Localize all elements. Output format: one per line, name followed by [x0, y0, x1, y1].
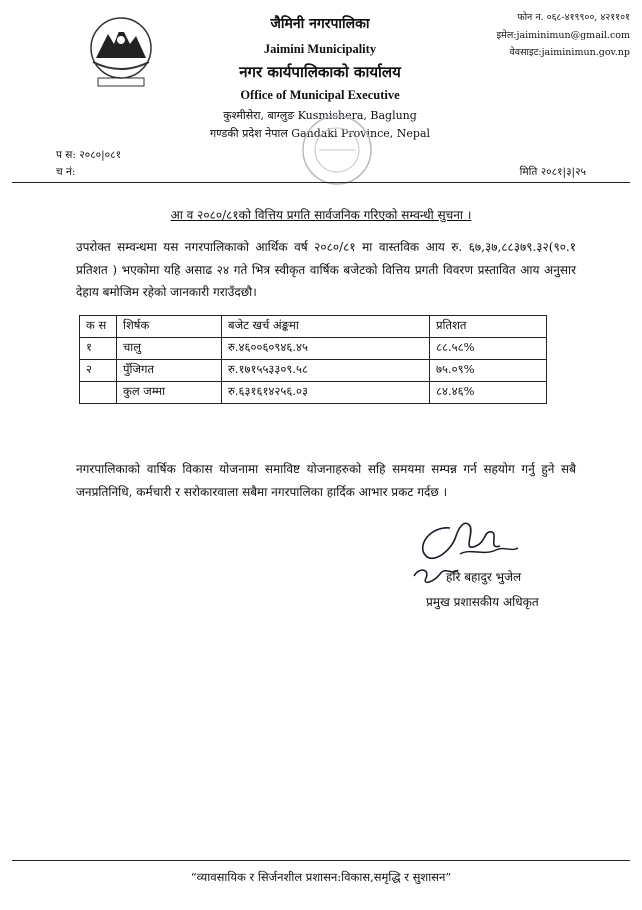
row-serial	[80, 382, 117, 404]
body-paragraph-1: उपरोक्त सम्वन्धमा यस नगरपालिकाको आर्थिक वर्ष २०८०/८१ मा वास्तविक आय रु. ६७,३७,८८३७९.३२(९०.१ प्रतिशत ) भएकोमा यहि असाढ २४ गते भित्र स्वीकृत वार्षिक बजेटको वित्तिय प्रगती विवरण प्रस्तावित आय अनुसार देहाय बमोजिम रहेको जानकारी गराउँदछौ।	[76, 240, 576, 299]
table-row	[80, 338, 547, 360]
office-name-nepali: नगर कार्यपालिकाको कार्यालय	[239, 63, 401, 81]
body-paragraph-2: नगरपालिकाको वार्षिक विकास योजनामा समाविष्ट योजनाहरुको सहि समयमा सम्पन्न गर्न सहयोग गर्नु हुने सबै जनप्रतिनिधि, कर्मचारी र सरोकारवाला सबैमा नगरपालिका हार्दिक आभार प्रकट गर्दछ ।	[76, 462, 576, 499]
office-stamp	[297, 110, 377, 190]
row-serial: २	[80, 360, 117, 382]
footer-divider	[12, 860, 630, 861]
signatory-designation: प्रमुख प्रशासकीय अधिकृत	[426, 595, 539, 609]
municipality-name-english: Jaimini Municipality	[263, 42, 377, 56]
budget-progress-table	[79, 315, 547, 404]
header-serial: क स	[80, 316, 117, 338]
signatory-name: हरि बहादुर भुजेल	[446, 570, 522, 584]
row-amount: रु.६३१६१४२५६.०३	[222, 382, 430, 404]
row-title: पुँजिगत	[117, 360, 222, 382]
row-amount: रु.४६००६०९४६.४५	[222, 338, 430, 360]
row-amount: रु.१७१५५३३०९.५८	[222, 360, 430, 382]
table-header-row	[80, 316, 547, 338]
dispatch-number: च नं:	[56, 166, 76, 178]
letter-date: मिति २०८१|३|२५	[519, 166, 586, 178]
footer-slogan: “व्यावसायिक र सिर्जनशील प्रशासन:विकास,समृद्धि र सुशासन”	[190, 870, 452, 884]
municipality-emblem	[84, 10, 158, 94]
website-address: वेवसाइट:jaiminimun.gov.np	[509, 47, 630, 58]
row-percent: ८८.५८%	[430, 338, 547, 360]
header-divider	[12, 182, 630, 183]
letter-reference-number: प स: २०८०|०८१	[56, 149, 122, 161]
address-line-2: गण्डकी प्रदेश नेपाल Gandaki Province, Nepal	[209, 127, 431, 140]
row-percent: ८४.४६%	[430, 382, 547, 404]
phone-number: फोन न. ०६८-४१९९००, ४२११०१	[517, 12, 630, 23]
row-percent: ७५.०९%	[430, 360, 547, 382]
municipality-name-nepali: जैमिनी नगरपालिका	[270, 16, 370, 32]
row-title: कुल जम्मा	[117, 382, 222, 404]
address-line-1: कुश्मीसेरा, बाग्लुङ Kusmishera, Baglung	[223, 109, 417, 122]
row-title: चालु	[117, 338, 222, 360]
header-amount: बजेट खर्च अंङ्कमा	[222, 316, 430, 338]
table-row	[80, 360, 547, 382]
header-title: शिर्षक	[117, 316, 222, 338]
email-address: इमेल:jaiminimun@gmail.com	[496, 30, 630, 41]
table-total-row	[80, 382, 547, 404]
office-name-english: Office of Municipal Executive	[240, 88, 400, 102]
row-serial: १	[80, 338, 117, 360]
notice-subject: आ व २०८०/८१को वित्तिय प्रगति सार्वजनिक गरिएको सम्वन्धी सुचना ।	[170, 208, 472, 222]
header-percent: प्रतिशत	[430, 316, 547, 338]
